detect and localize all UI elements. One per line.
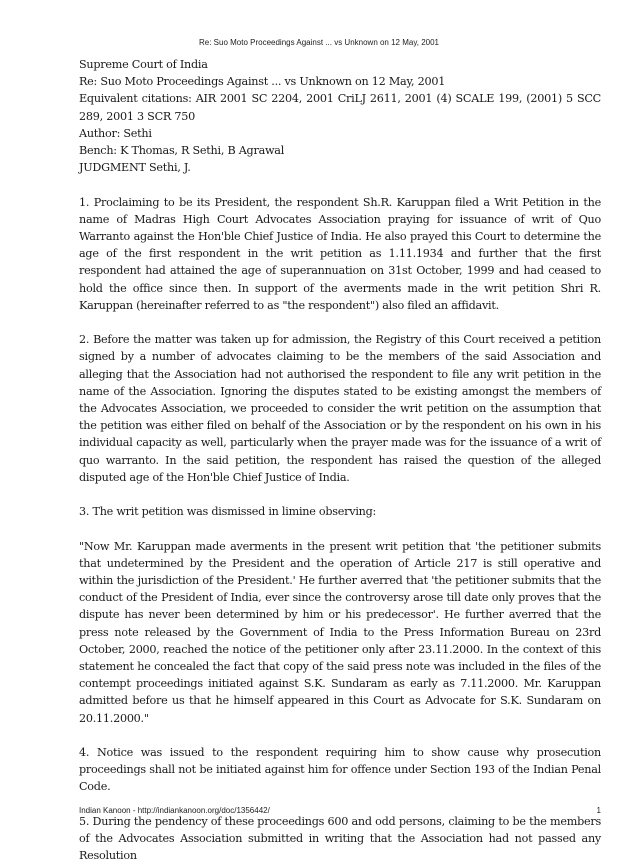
footer-source-link[interactable]: Indian Kanoon - http://indiankanoon.org/doc/1356442/ <box>79 806 270 815</box>
quoted-passage: "Now Mr. Karuppan made averments in the present writ petition that 'the petitioner submits that undetermined by the President and the operation of Article 217 is still operative and within the jurisdiction of the President.' He further averred that 'the petitioner submits that the conduct of the President of India, ever since the controversy arose till date only proves that the dispute has never been determined by him or his predecessor'. He further averred that the press note released by the Government of India to the Press Information Bureau on 23rd October, 2000, reached the notice of the petitioner only after 23.11.2000. In the context of this statement he concealed the fact that copy of the said press note was included in the files of the contempt proceedings initiated against S.K. Sundaram as early as 7.11.2000. Mr. Karuppan admitted before us that he himself appeared in this Court as Advocate for S.K. Sundaram on 20.11.2000." <box>79 539 601 725</box>
bench-line: Bench: K Thomas, R Sethi, B Agrawal <box>79 144 285 158</box>
page-header: Re: Suo Moto Proceedings Against ... vs Unknown on 12 May, 2001 <box>199 38 439 47</box>
author-line: Author: Sethi <box>79 126 152 140</box>
paragraph-5: 5. During the pendency of these proceedings 600 and odd persons, claiming to be the members of the Advocates Association submitted in writing that the Association had not passed any Resolution <box>79 814 601 863</box>
judgment-line: JUDGMENT Sethi, J. <box>79 161 191 175</box>
page-number: 1 <box>596 806 601 815</box>
court-name: Supreme Court of India <box>79 58 208 71</box>
case-title: Re: Suo Moto Proceedings Against ... vs Unknown on 12 May, 2001 <box>79 75 446 89</box>
equivalent-citations: Equivalent citations: AIR 2001 SC 2204, 2001 CriLJ 2611, 2001 (4) SCALE 199, (2001) 5 SCC 289, 2001 3 SCR 750 <box>79 92 601 123</box>
paragraph-1: 1. Proclaiming to be its President, the respondent Sh.R. Karuppan filed a Writ Petition in the name of Madras High Court Advocates Association praying for issuance of writ of Quo Warranto against the Hon'ble Chief Justice of India. He also prayed this Court to determine the age of the first respondent in the writ petition as 1.11.1934 and further that the first respondent had attained the age of superannuation on 31st October, 1999 and had ceased to hold the office since then. In support of the averments made in the writ petition Shri R. Karuppan (hereinafter referred to as "the respondent") also filed an affidavit. <box>79 195 601 312</box>
paragraph-4: 4. Notice was issued to the respondent requiring him to show cause why prosecution proceedings shall not be initiated against him for offence under Section 193 of the Indian Penal Code. <box>79 746 601 794</box>
paragraph-2: 2. Before the matter was taken up for admission, the Registry of this Court received a petition signed by a number of advocates claiming to be the members of the said Association and alleging that the Association had not authorised the respondent to file any writ petition in the name of the Association. Ignoring the disputes stated to be existing amongst the members of the Advocates Association, we proceeded to consider the writ petition on the assumption that the petition was either filed on behalf of the Association or by the respondent on his own in his individual capacity as well, particularly when the prayer made was for the issuance of a writ of quo warranto. In the said petition, the respondent has raised the question of the alleged disputed age of the Hon'ble Chief Justice of India. <box>79 333 601 484</box>
document-body <box>79 56 601 864</box>
paragraph-3: 3. The writ petition was dismissed in limine observing: <box>79 505 377 519</box>
